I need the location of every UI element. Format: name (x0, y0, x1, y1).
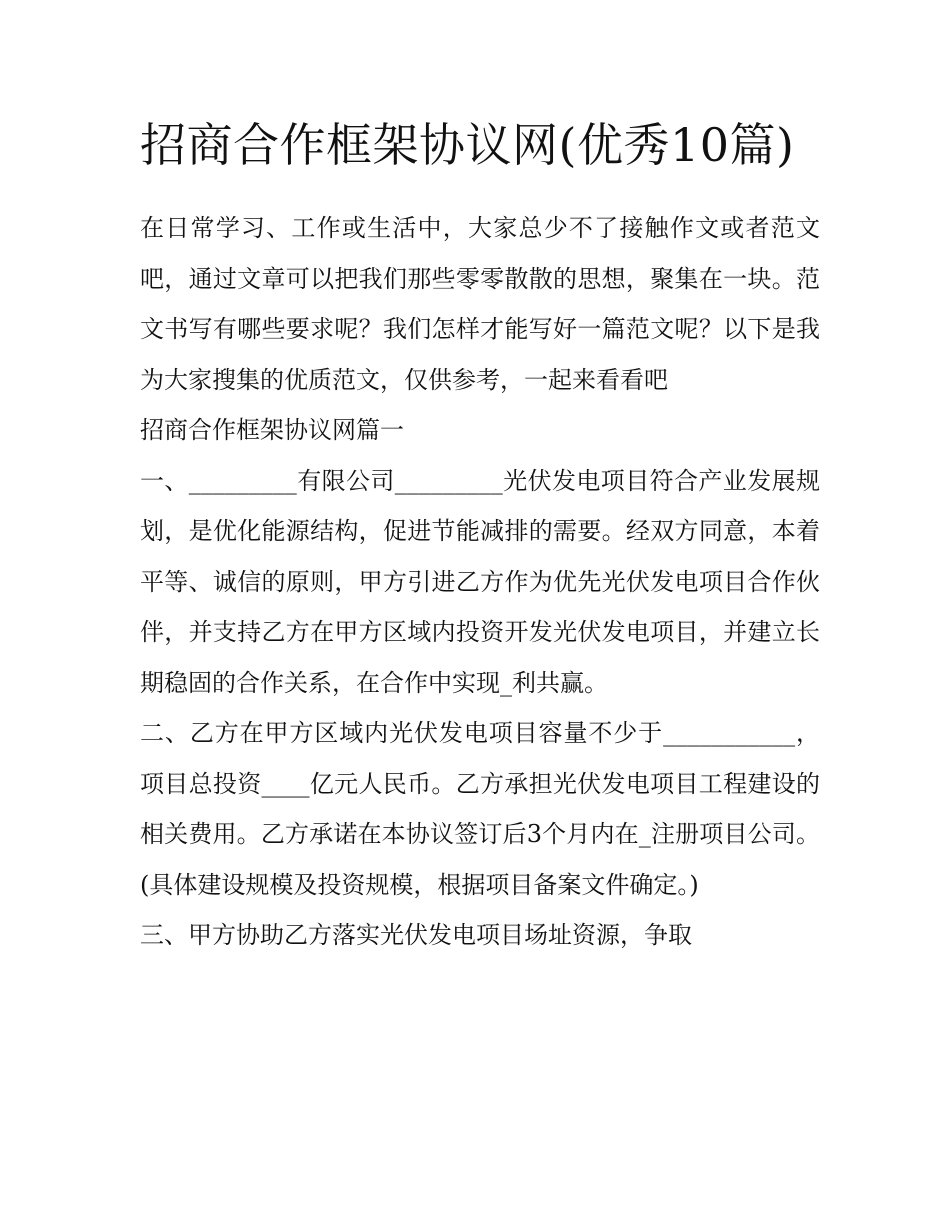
section-heading: 招商合作框架协议网篇一 (140, 416, 404, 445)
clause-one-paragraph: 一、_________有限公司_________光伏发电项目符合产业发展规划，是优化能源结构，促进节能减排的需要。经双方同意，本着平等、诚信的原则，甲方引进乙方作为优先光伏发电项目合作伙伴，并支持乙方在甲方区域内投资开发光伏发电项目，并建立长期稳固的合作关系，在合作中实现_利共赢。 (140, 466, 820, 697)
intro-paragraph: 在日常学习、工作或生活中，大家总少不了接触作文或者范文吧，通过文章可以把我们那些零零散散的思想，聚集在一块。范文书写有哪些要求呢？我们怎样才能写好一篇范文呢？以下是我为大家搜集的优质范文，仅供参考，一起来看看吧 (140, 214, 820, 394)
clause-two-paragraph: 二、乙方在甲方区域内光伏发电项目容量不少于___________，项目总投资____亿元人民币。乙方承担光伏发电项目工程建设的相关费用。乙方承诺在本协议签订后3个月内在_注册项目公司。(具体建设规模及投资规模，根据项目备案文件确定。) (140, 719, 820, 899)
clause-three-paragraph: 三、甲方协助乙方落实光伏发电项目场址资源，争取 (140, 921, 692, 950)
document-page (140, 112, 820, 961)
document-title: 招商合作框架协议网(优秀10篇) (140, 118, 795, 172)
